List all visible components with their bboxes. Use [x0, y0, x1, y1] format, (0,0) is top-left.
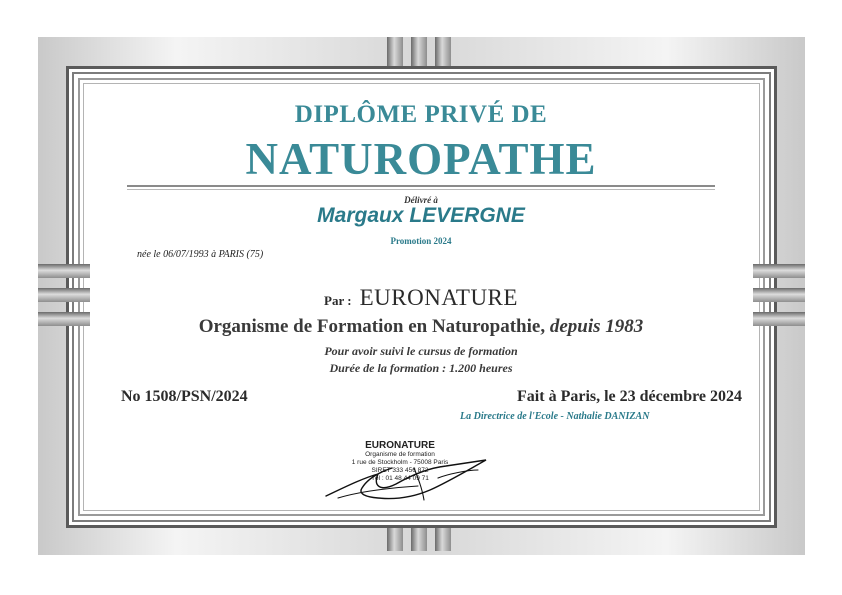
- stamp-line: Tél : 01 48 44 09 71: [371, 475, 429, 482]
- stamp-line: 1 rue de Stockholm - 75008 Paris: [351, 459, 449, 466]
- cursus-line: Pour avoir suivi le cursus de formation: [324, 344, 518, 358]
- since-label: depuis 1983: [549, 316, 644, 337]
- diploma-title: NATUROPATHE: [245, 134, 597, 184]
- certificate-number: No 1508/PSN/2024: [121, 388, 248, 405]
- title-divider: [127, 185, 715, 190]
- delivered-to-label: Délivré à: [404, 195, 438, 205]
- stamp-line: Organisme de formation: [365, 451, 435, 458]
- organization-description: Organisme de Formation en Naturopathie,: [198, 316, 546, 337]
- duration-line: Durée de la formation : 1.200 heures: [329, 361, 513, 375]
- par-label: Par :: [324, 293, 352, 308]
- stamp-line: SIRET 333 456 872: [371, 467, 429, 474]
- promotion-label: Promotion 2024: [390, 236, 452, 246]
- stamp-title: EURONATURE: [365, 440, 435, 451]
- handwritten-signature: [318, 448, 493, 508]
- place-and-date: Fait à Paris, le 23 décembre 2024: [517, 388, 742, 405]
- organization-description-line: [0, 316, 842, 338]
- diploma-title-prefix: DIPLÔME PRIVÉ DE: [294, 101, 548, 128]
- director-signature-label: La Directrice de l'Ecole - Nathalie DANIZAN: [460, 411, 650, 422]
- organization-name: EURONATURE: [359, 285, 518, 310]
- recipient-name: Margaux LEVERGNE: [317, 204, 525, 227]
- birth-info: née le 06/07/1993 à PARIS (75): [137, 249, 264, 260]
- issuer-line: [0, 285, 842, 311]
